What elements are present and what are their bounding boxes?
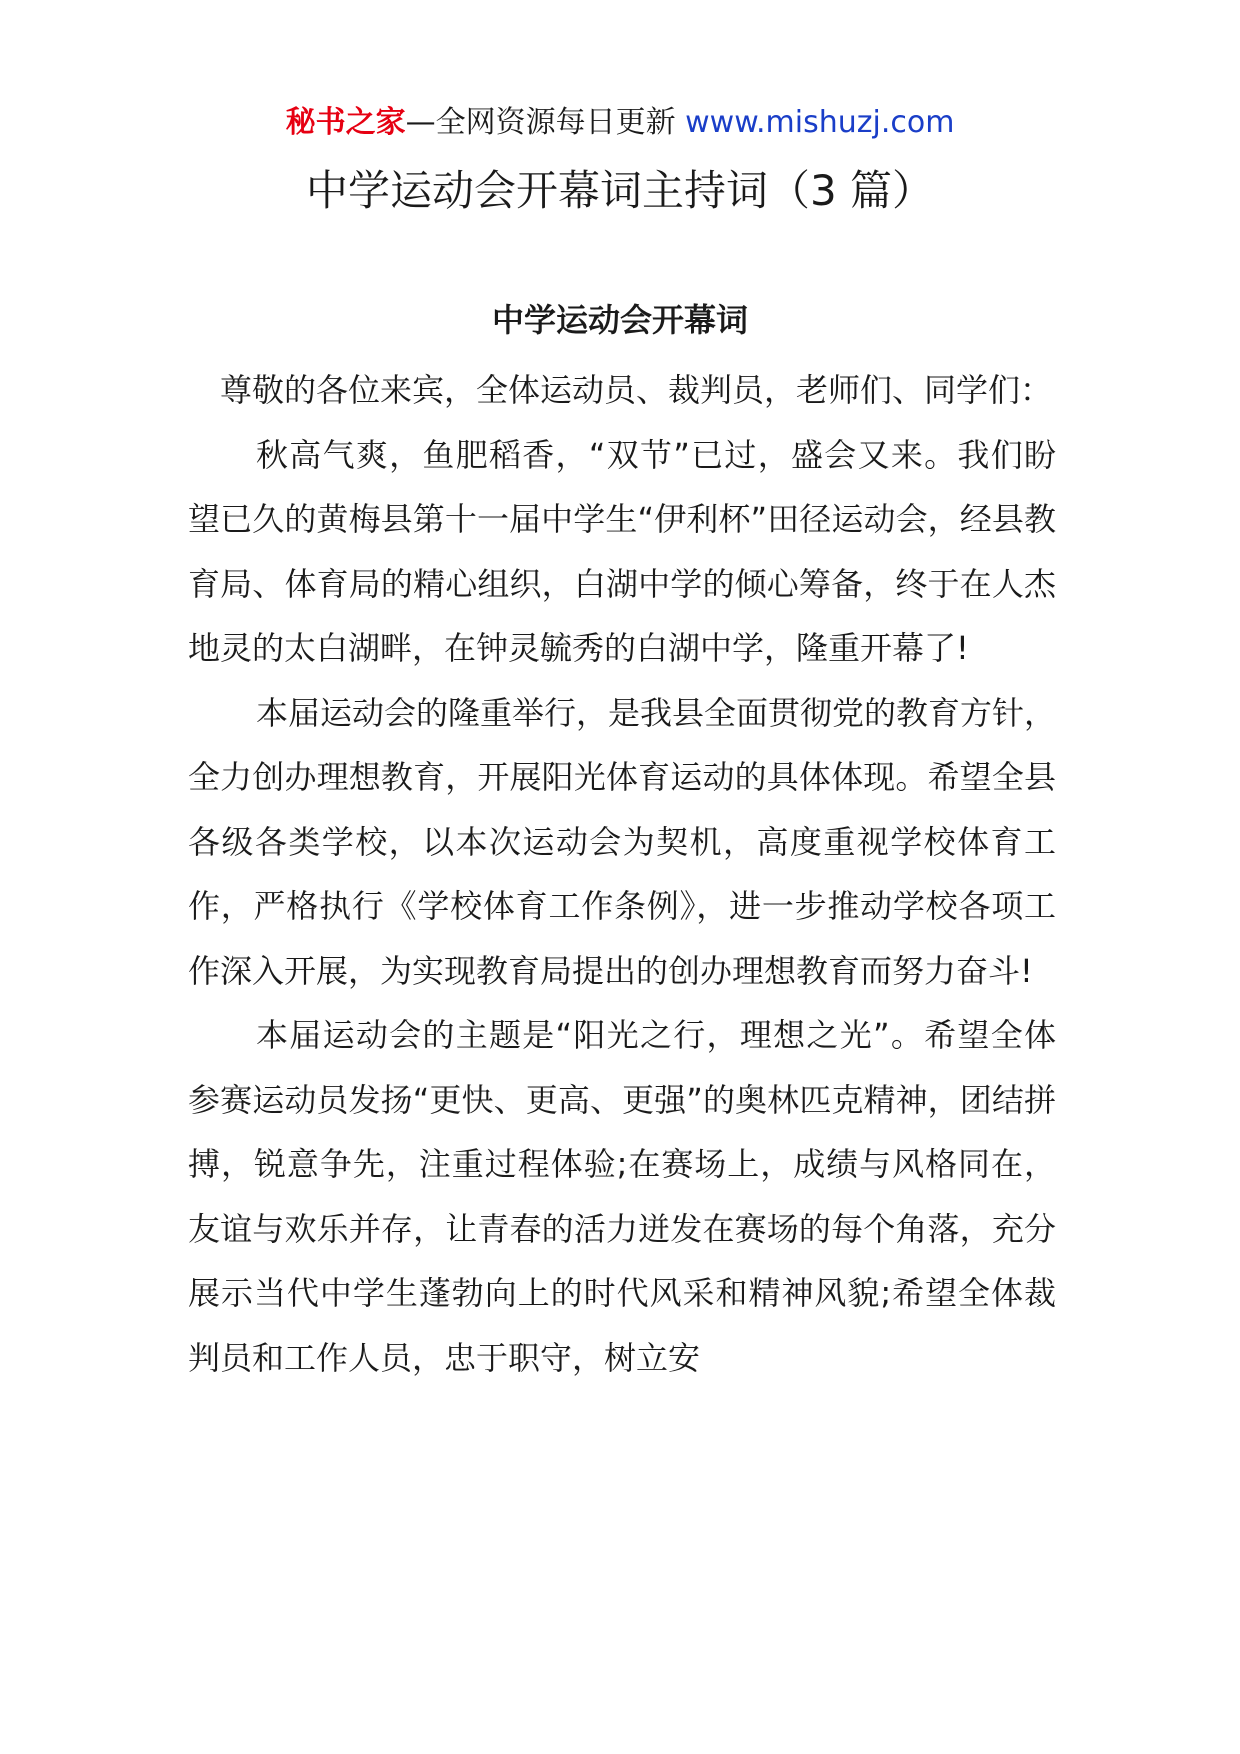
banner-slogan: —全网资源每日更新 xyxy=(405,105,676,140)
body-paragraph: 本届运动会的隆重举行，是我县全面贯彻党的教育方针，全力创办理想教育，开展阳光体育运动的具体体现。希望全县各级各类学校，以本次运动会为契机，高度重视学校体育工作，严格执行《学校体育工作条例》，进一步推动学校各项工作深入开展，为实现教育局提出的创办理想教育而努力奋斗! xyxy=(188,693,1057,990)
document-body xyxy=(188,358,1056,1390)
body-paragraph: 秋高气爽，鱼肥稻香，“双节”已过，盛会又来。我们盼望已久的黄梅县第十一届中学生“伊利杯”田径运动会，经县教育局、体育局的精心组织，白湖中学的倾心筹备，终于在人杰地灵的太白湖畔，在钟灵毓秀的白湖中学，隆重开幕了! xyxy=(188,435,1056,667)
section-title: 中学运动会开幕词 xyxy=(491,301,748,339)
document-title: 中学运动会开幕词主持词（3 篇） xyxy=(305,166,935,215)
brand-name: 秘书之家 xyxy=(285,105,406,140)
site-banner xyxy=(0,103,1240,143)
site-url-link[interactable]: www.mishuzj.com xyxy=(685,105,955,140)
salutation: 尊敬的各位来宾，全体运动员、裁判员，老师们、同学们： xyxy=(220,371,1053,409)
body-paragraph: 本届运动会的主题是“阳光之行，理想之光”。希望全体参赛运动员发扬“更快、更高、更强”的奥林匹克精神，团结拼搏，锐意争先，注重过程体验;在赛场上，成绩与风格同在，友谊与欢乐并存，让青春的活力迸发在赛场的每个角落，充分展示当代中学生蓬勃向上的时代风采和精神风貌;希望全体裁判员和工作人员，忠于职守，树立安 xyxy=(188,1016,1056,1377)
